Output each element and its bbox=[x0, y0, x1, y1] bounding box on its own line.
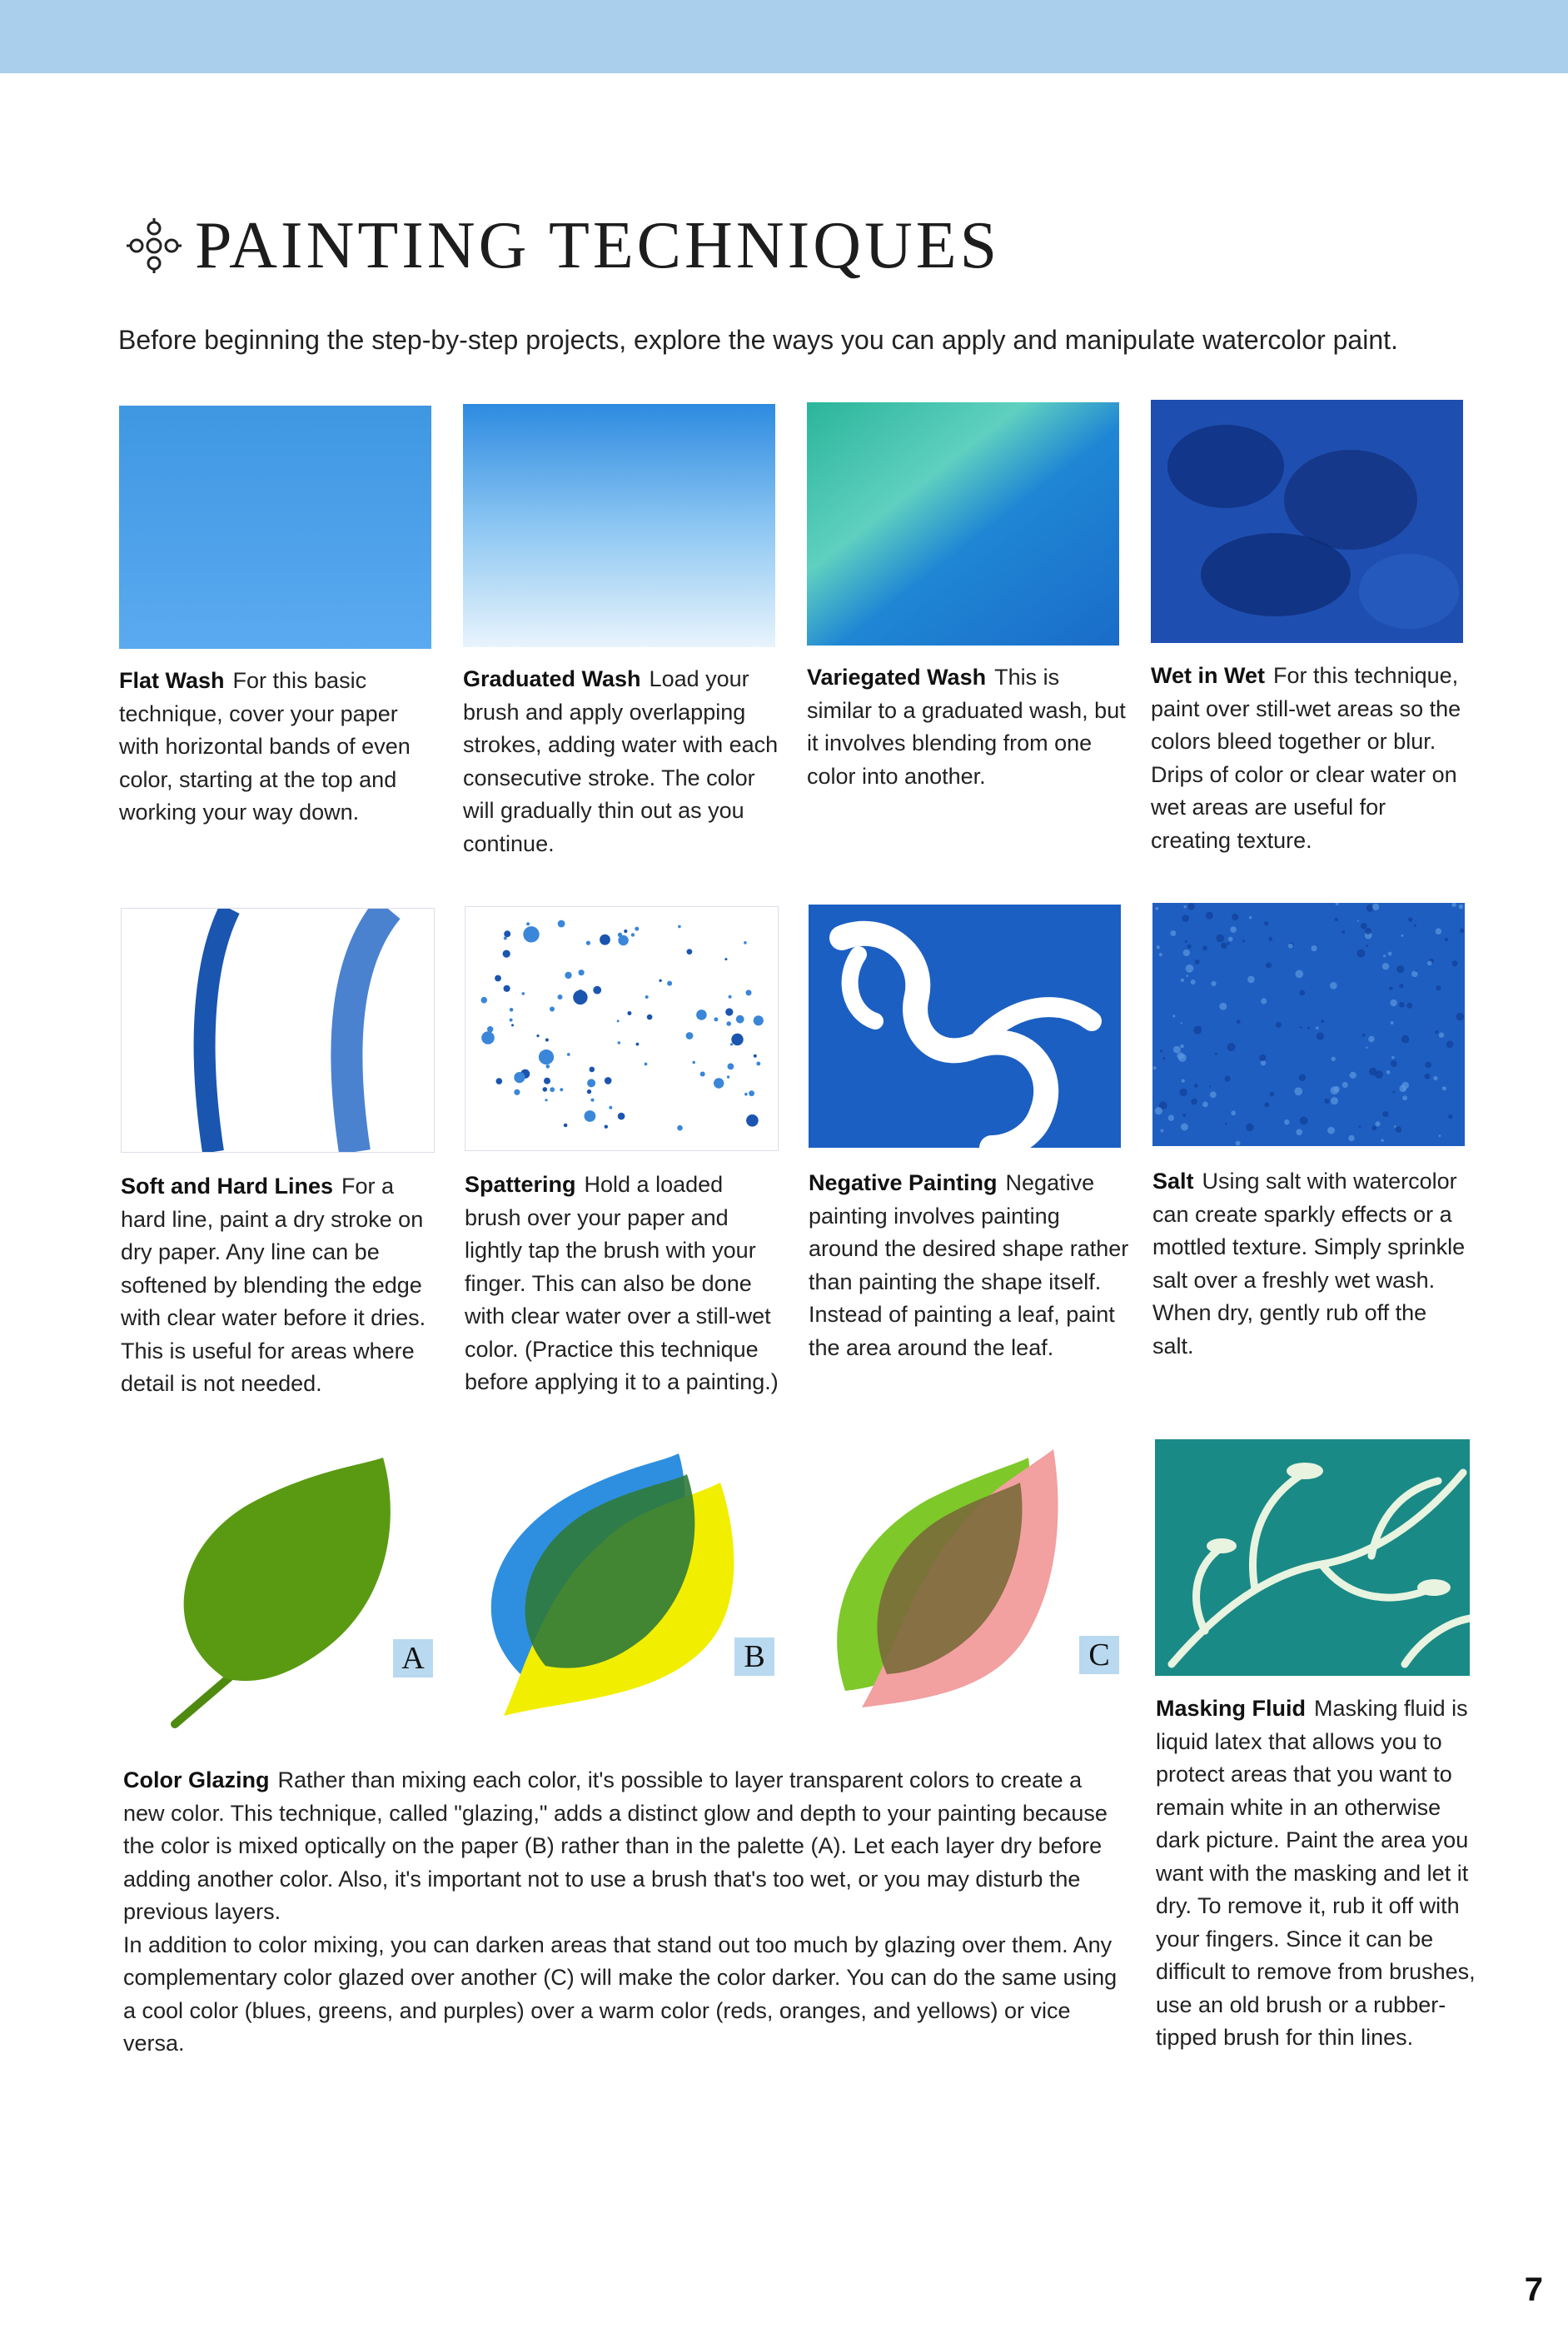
technique-name: Salt bbox=[1152, 1169, 1194, 1194]
leaf-label-b: B bbox=[734, 1638, 774, 1676]
page-title: PAINTING TECHNIQUES bbox=[195, 208, 1001, 282]
leaf-a-illustration bbox=[142, 1449, 441, 1732]
flat-wash-caption bbox=[119, 665, 440, 830]
spattering-swatch bbox=[465, 906, 779, 1151]
page-number: 7 bbox=[1524, 2271, 1543, 2308]
technique-text: Using salt with watercolor can create sparkly effects or a mottled texture. Simply sprinkle salt over a freshly wet wash. When dry, gently rub off the salt. bbox=[1152, 1169, 1466, 1358]
leaf-c-illustration bbox=[812, 1441, 1112, 1724]
technique-text: Rather than mixing each color, it's possible to layer transparent colors to create a new color. This technique, called "glazing," adds a distinct glow and depth to your painting because the color is mixed optically on the paper (B) rather than in the palette (A). Let each layer dry before adding another color. Also, it's important not to use a brush that's too wet, or you may disturb the previous layers. bbox=[123, 1767, 1108, 1924]
graduated-wash-caption bbox=[463, 663, 784, 860]
technique-text: For a hard line, paint a dry stroke on dry paper. Any line can be softened by blending the edge with clear water before it dries. This is useful for areas where detail is not needed. bbox=[121, 1174, 426, 1396]
variegated-wash-swatch bbox=[807, 402, 1119, 646]
negative-painting-caption bbox=[809, 1167, 1129, 1364]
technique-name: Color Glazing bbox=[123, 1767, 270, 1792]
technique-name: Negative Painting bbox=[809, 1170, 998, 1195]
technique-text: Hold a loaded brush over your paper and lightly tap the brush with your finger. This can also be done with clear water over a still-wet color. (Practice this technique before applying it to a painting.) bbox=[465, 1172, 779, 1394]
technique-name: Soft and Hard Lines bbox=[121, 1174, 334, 1199]
variegated-wash-caption bbox=[807, 661, 1127, 793]
technique-name: Spattering bbox=[465, 1172, 576, 1197]
spattering-caption bbox=[465, 1169, 785, 1399]
soft-hard-lines-caption bbox=[121, 1170, 441, 1401]
leaf-label-a: A bbox=[393, 1639, 433, 1677]
wet-in-wet-caption bbox=[1151, 660, 1471, 857]
color-glazing-text-1 bbox=[123, 1764, 1122, 1929]
masking-fluid-swatch bbox=[1155, 1439, 1470, 1676]
technique-text: For this basic technique, cover your paper with horizontal bands of even color, starting at the top and working your way down. bbox=[119, 668, 411, 825]
leaf-b-illustration bbox=[470, 1449, 770, 1732]
technique-name: Wet in Wet bbox=[1151, 663, 1266, 688]
salt-swatch bbox=[1152, 903, 1465, 1146]
technique-text: Load your brush and apply overlapping strokes, adding water with each consecutive stroke. The color will gradually thin out as you continue. bbox=[463, 666, 779, 856]
technique-text: This is similar to a graduated wash, but it involves blending from one color into another. bbox=[807, 665, 1126, 789]
soft-hard-lines-swatch bbox=[121, 908, 435, 1153]
technique-name: Masking Fluid bbox=[1156, 1696, 1307, 1721]
salt-caption bbox=[1152, 1165, 1473, 1363]
technique-text: For this technique, paint over still-wet areas so the colors bleed together or blur. Drips of color or clear water on wet areas are useful for creating texture. bbox=[1151, 663, 1461, 853]
graduated-wash-swatch bbox=[463, 404, 775, 647]
technique-text: Negative painting involves painting around the desired shape rather than painting the shape itself. Instead of painting a leaf, paint the area around the leaf. bbox=[809, 1170, 1129, 1360]
title-block bbox=[125, 200, 1000, 292]
wet-in-wet-swatch bbox=[1151, 400, 1463, 643]
color-glazing-text-2: In addition to color mixing, you can darken areas that stand out too much by glazing over them. Any complementary color glazed over another (C) will make the color darker. You can do the same using a cool color (blues, greens, and purples) over a warm color (reds, oranges, and yellows) or vice versa. bbox=[123, 1932, 1118, 2056]
flat-wash-swatch bbox=[119, 406, 431, 649]
top-color-band bbox=[0, 0, 1568, 73]
floral-ornament-icon bbox=[125, 217, 183, 275]
masking-fluid-caption bbox=[1156, 1692, 1476, 2055]
technique-name: Flat Wash bbox=[119, 668, 225, 693]
technique-name: Graduated Wash bbox=[463, 666, 641, 691]
negative-painting-swatch bbox=[809, 905, 1121, 1148]
intro-paragraph: Before beginning the step-by-step projects, explore the ways you can apply and manipulate watercolor paint. bbox=[118, 325, 1398, 355]
technique-name: Variegated Wash bbox=[807, 665, 987, 690]
technique-text: Masking fluid is liquid latex that allows you to protect areas that you want to remain white in an otherwise dark picture. Paint the area you want with the masking and let it dry. To remove it, rub it off with your fingers. Since it can be difficult to remove from brushes, use an old brush or a rubber-tipped brush for thin lines. bbox=[1156, 1696, 1476, 2050]
leaf-label-c: C bbox=[1079, 1636, 1119, 1674]
color-glazing-paragraph bbox=[123, 1764, 1122, 2061]
